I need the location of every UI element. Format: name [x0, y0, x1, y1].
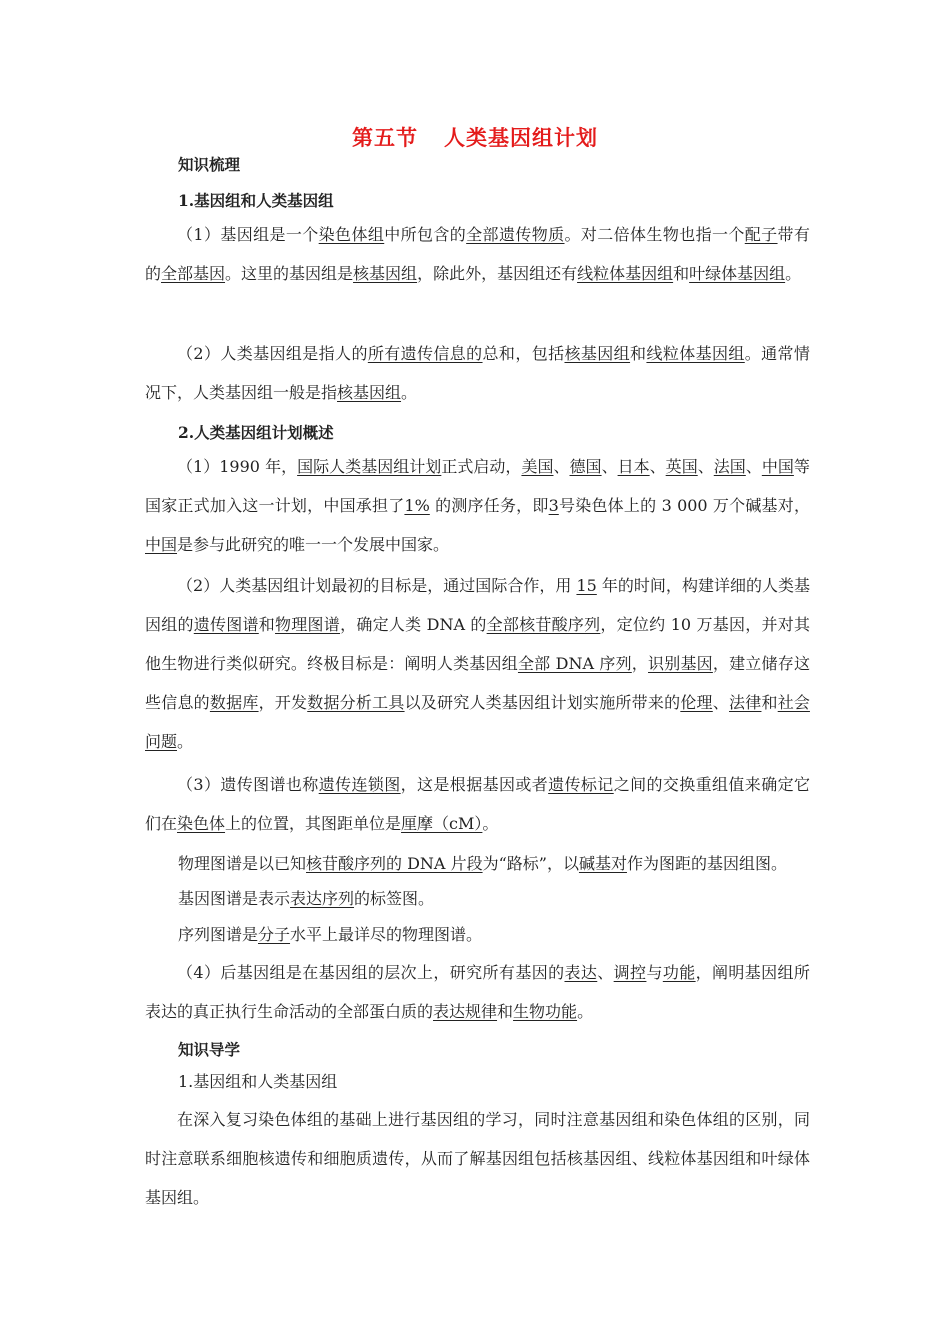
underlined-answer: 中国: [761, 457, 794, 476]
text-segment: 之间的交换重组值来确定它们在: [145, 775, 810, 833]
text-segment: 、: [697, 457, 714, 476]
text-segment: 水平上最详尽的物理图谱。: [290, 925, 483, 944]
text-segment: ，开发: [258, 693, 308, 712]
text-segment: 带有的: [145, 225, 810, 283]
underlined-answer: 法律: [729, 693, 762, 712]
text-segment: 、: [649, 457, 666, 476]
underlined-answer: 数据库: [209, 693, 259, 712]
underlined-answer: 碱基对: [578, 854, 627, 873]
text-segment: 的测序任务，即: [429, 496, 549, 515]
text-segment: （2）人类基因组是指人的: [177, 344, 368, 363]
text-segment: 、: [745, 457, 762, 476]
paragraph-hgp-goals: [145, 566, 810, 761]
text-segment: 和: [497, 1002, 514, 1021]
text-segment: 中所包含的: [384, 225, 467, 244]
text-segment: 和: [673, 264, 690, 283]
heading-genome-section: 1.基因组和人类基因组: [178, 191, 334, 210]
paragraph-post-genome: [145, 953, 810, 1031]
underlined-answer: 调控: [613, 963, 647, 982]
text-segment: 以及研究人类基因组计划实施所带来的: [404, 693, 681, 712]
underlined-answer: 物理图谱: [275, 615, 341, 634]
text-segment: ，除此外，基因组还有: [417, 264, 578, 283]
text-segment: 序列图谱是: [178, 925, 259, 944]
line-sequence-map: [178, 915, 482, 954]
line-physical-map: [178, 844, 787, 883]
underlined-answer: 识别基因: [648, 654, 713, 673]
text-segment: 、: [597, 963, 614, 982]
text-segment: ，阐明基因组所表达的真正执行生命活动的全部蛋白质的: [145, 963, 810, 1021]
text-segment: 年的时间，构建详细的人类基因组的: [145, 576, 810, 634]
underlined-answer: 所有遗传信息的: [367, 344, 483, 363]
underlined-answer: 德国: [569, 457, 602, 476]
underlined-answer: 核基因组: [353, 264, 418, 283]
text-segment: 与: [646, 963, 663, 982]
underlined-answer: 配子: [744, 225, 778, 244]
text-segment: （1）1990 年，: [177, 457, 298, 476]
underlined-answer: 全部基因: [161, 264, 226, 283]
text-segment: 正式启动，: [441, 457, 522, 476]
text-segment: ，确定人类 DNA 的: [340, 615, 487, 634]
underlined-answer: 线粒体基因组: [646, 344, 745, 363]
text-segment: （1）基因组是一个: [177, 225, 319, 244]
paragraph-hgp-launch: [145, 447, 810, 564]
text-segment: ，这是根据基因或者: [400, 775, 549, 794]
text-segment: 上的位置，其图距单位是: [225, 814, 402, 833]
underlined-answer: 染色体组: [318, 225, 385, 244]
heading-knowledge-guide: 知识导学: [178, 1040, 241, 1059]
underlined-answer: 遗传图谱: [193, 615, 259, 634]
text-segment: 等国家正式加入这一计划，中国承担了: [145, 457, 810, 515]
underlined-answer: 英国: [665, 457, 698, 476]
underlined-answer: 叶绿体基因组: [689, 264, 786, 283]
text-segment: 。: [482, 814, 499, 833]
text-segment: 和: [761, 693, 778, 712]
text-segment: 。通常情况下，人类基因组一般是指: [145, 344, 810, 402]
underlined-answer: 核苷酸序列的 DNA 片段: [306, 854, 483, 873]
heading-knowledge-review: 知识梳理: [178, 155, 241, 174]
text-segment: 总和，包括: [482, 344, 565, 363]
text-segment: 是参与此研究的唯一一个发展中国家。: [177, 535, 450, 554]
text-segment: （4）后基因组是在基因组的层次上，研究所有基因的: [177, 963, 565, 982]
title-section-number: 第五节: [352, 125, 418, 150]
text-segment: 作为图距的基因组图。: [626, 854, 787, 873]
underlined-answer: 表达规律: [433, 1002, 498, 1021]
text-segment: 基因图谱是表示: [178, 889, 291, 908]
underlined-answer: 15: [576, 576, 597, 595]
underlined-answer: 3: [548, 496, 559, 515]
underlined-answer: 日本: [617, 457, 650, 476]
text-segment: 、: [712, 693, 730, 712]
underlined-answer: 法国: [713, 457, 746, 476]
text-segment: 号染色体上的 3 000 万个碱基对，: [558, 496, 810, 515]
text-segment: 。: [401, 383, 418, 402]
underlined-answer: 全部遗传物质: [466, 225, 565, 244]
page-title: [0, 122, 950, 152]
underlined-answer: 染色体: [177, 814, 226, 833]
paragraph-genome-definition: [145, 215, 810, 293]
text-segment: ，: [631, 654, 649, 673]
text-segment: （3）遗传图谱也称: [177, 775, 319, 794]
guide-subheading: 1.基因组和人类基因组: [178, 1072, 338, 1091]
text-segment: 、: [601, 457, 618, 476]
underlined-answer: 核基因组: [564, 344, 631, 363]
text-segment: 。: [577, 1002, 594, 1021]
paragraph-genetic-map: [145, 765, 810, 843]
underlined-answer: 表达序列: [290, 889, 355, 908]
text-segment: 。: [785, 264, 802, 283]
text-segment: 。这里的基因组是: [225, 264, 354, 283]
underlined-answer: 美国: [521, 457, 554, 476]
text-segment: 的标签图。: [354, 889, 435, 908]
underlined-answer: 线粒体基因组: [577, 264, 674, 283]
underlined-answer: 社会问题: [145, 693, 810, 751]
underlined-answer: 全部 DNA 序列: [517, 654, 632, 673]
paragraph-guide: 在深入复习染色体组的基础上进行基因组的学习，同时注意基因组和染色体组的区别，同时注意联系细胞核遗传和细胞质遗传，从而了解基因组包括核基因组、线粒体基因组和叶绿体基因组。: [145, 1110, 810, 1207]
text-segment: ，定位约 10 万基因，并对其他生物进行类似研究。终极目标是：阐明人类基因组: [145, 615, 810, 673]
underlined-answer: 全部核苷酸序列: [486, 615, 601, 634]
text-segment: 为“路标”，以: [482, 854, 579, 873]
paragraph-human-genome: [145, 334, 810, 412]
text-segment: ，建立储存这些信息的: [145, 654, 810, 712]
text-segment: 和: [630, 344, 647, 363]
text-segment: 。对二倍体生物也指一个: [564, 225, 745, 244]
underlined-answer: 中国: [145, 535, 178, 554]
text-segment: 物理图谱是以已知: [178, 854, 307, 873]
underlined-answer: 国际人类基因组计划: [297, 457, 442, 476]
underlined-answer: 数据分析工具: [307, 693, 405, 712]
underlined-answer: 遗传标记: [548, 775, 614, 794]
underlined-answer: 核基因组: [337, 383, 402, 402]
underlined-answer: 表达: [564, 963, 598, 982]
underlined-answer: 1%: [404, 496, 430, 515]
underlined-answer: 功能: [662, 963, 696, 982]
text-segment: 。: [177, 732, 194, 751]
title-topic: 人类基因组计划: [444, 125, 598, 150]
text-segment: 、: [553, 457, 570, 476]
underlined-answer: 伦理: [680, 693, 713, 712]
underlined-answer: 生物功能: [513, 1002, 578, 1021]
underlined-answer: 遗传连锁图: [318, 775, 401, 794]
heading-hgp-overview: 2.人类基因组计划概述: [178, 423, 334, 442]
text-segment: （2）人类基因组计划最初的目标是，通过国际合作，用: [177, 576, 577, 595]
underlined-answer: 厘摩（cM）: [401, 814, 483, 833]
line-gene-map: [178, 879, 434, 918]
text-segment: 和: [258, 615, 276, 634]
underlined-answer: 分子: [258, 925, 291, 944]
